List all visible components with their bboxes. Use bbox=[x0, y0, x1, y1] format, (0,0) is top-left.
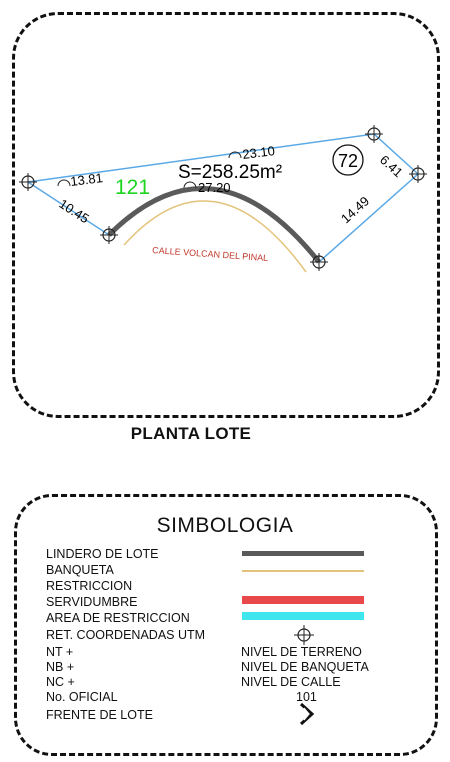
legend-value-oficial: 101 bbox=[296, 690, 317, 704]
legend-label-utm: RET. COORDENADAS UTM bbox=[46, 628, 206, 642]
neighbor-lot-number: 72 bbox=[337, 151, 359, 171]
dim-top-right: 23.10 bbox=[241, 143, 276, 162]
legend-label-nt: NT + bbox=[46, 645, 74, 659]
dim-left: 10.45 bbox=[56, 195, 92, 227]
legend-label-lindero: LINDERO DE LOTE bbox=[46, 547, 159, 561]
lot-number: 121 bbox=[115, 176, 151, 199]
frente-arrow-icon bbox=[296, 702, 318, 726]
legend-value-nb: NIVEL DE BANQUETA bbox=[241, 660, 369, 674]
legend-label-banqueta: BANQUETA bbox=[46, 563, 114, 577]
street-name: CALLE VOLCAN DEL PINAL bbox=[151, 245, 269, 264]
legend-value-nc: NIVEL DE CALLE bbox=[241, 675, 341, 689]
dim-right-short: 6.41 bbox=[376, 152, 406, 181]
legend-symbol-lindero bbox=[242, 551, 364, 556]
crosshair-icon bbox=[19, 173, 37, 191]
legend-label-area-restriccion: AREA DE RESTRICCION bbox=[46, 611, 190, 625]
crosshair-icon bbox=[293, 624, 315, 646]
legend-label-oficial: No. OFICIAL bbox=[46, 690, 118, 704]
dim-arc: 27.20 bbox=[198, 180, 231, 195]
legend-label-nb: NB + bbox=[46, 660, 75, 674]
legend-symbol-servidumbre bbox=[242, 596, 364, 604]
plan-title: PLANTA LOTE bbox=[130, 424, 252, 443]
sidewalk-arc bbox=[124, 201, 306, 272]
legend-value-nt: NIVEL DE TERRENO bbox=[241, 645, 362, 659]
legend-title: SIMBOLOGIA bbox=[156, 514, 294, 537]
legend-symbol-banqueta bbox=[242, 570, 364, 572]
lot-area: S=258.25m² bbox=[178, 162, 283, 183]
legend-symbol-area-restriccion bbox=[242, 612, 364, 620]
legend-label-servidumbre: SERVIDUMBRE bbox=[46, 595, 138, 609]
dim-top-left: 13.81 bbox=[69, 170, 104, 189]
dim-right: 14.49 bbox=[337, 193, 373, 227]
legend-label-frente: FRENTE DE LOTE bbox=[46, 708, 153, 722]
legend-label-restriccion: RESTRICCION bbox=[46, 579, 133, 593]
legend-label-nc: NC + bbox=[46, 675, 75, 689]
arc-symbol-icon bbox=[58, 180, 70, 186]
